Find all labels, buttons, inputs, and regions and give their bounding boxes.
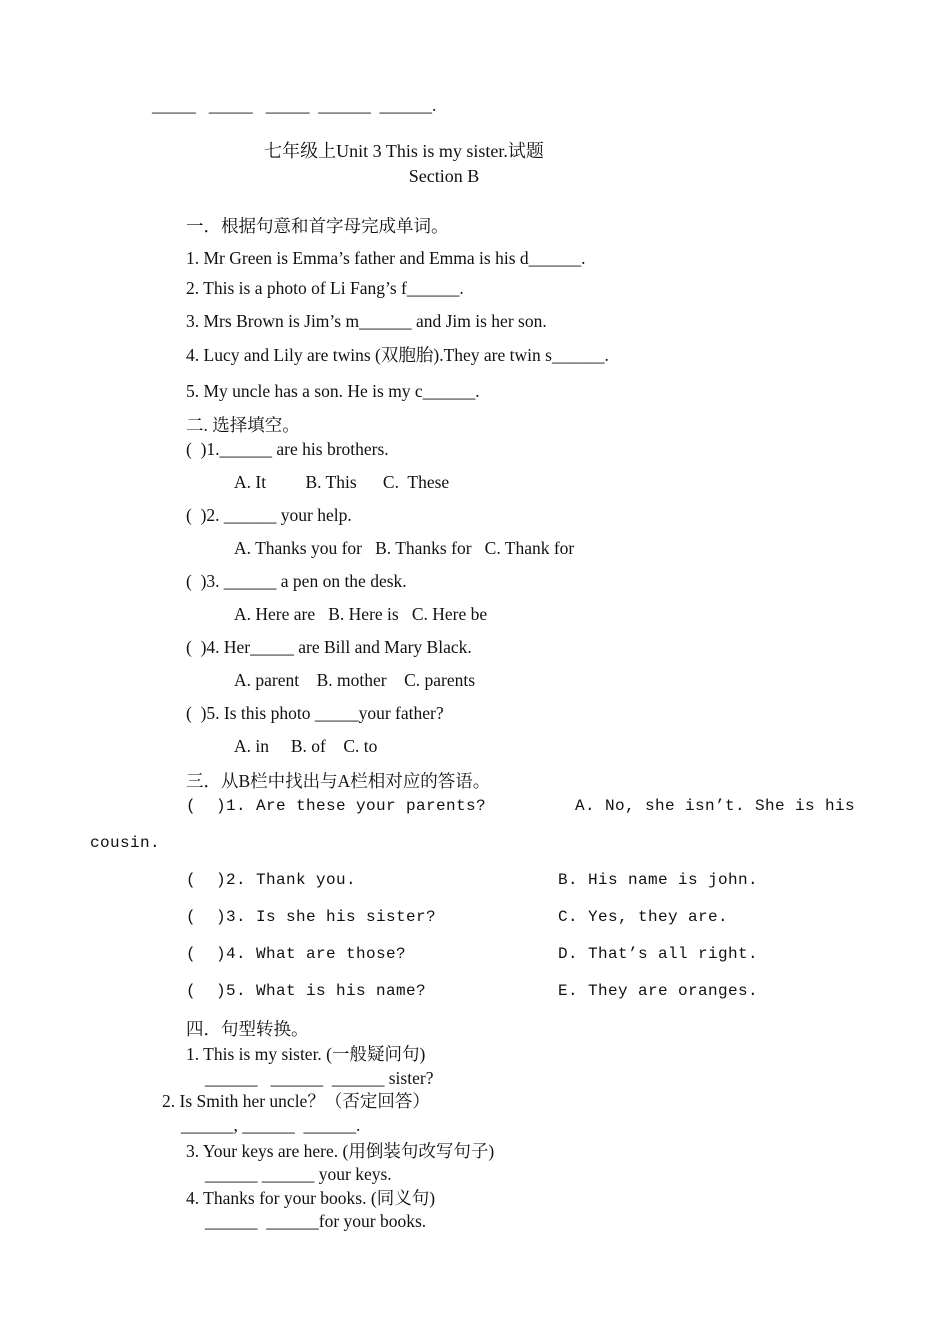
part2-options-4: A. parent B. mother C. parents bbox=[234, 670, 476, 690]
part2-question-5: ( )5. Is this photo _____your father? bbox=[186, 703, 444, 723]
part1-item-5: 5. My uncle has a son. He is my c______. bbox=[186, 381, 480, 401]
part3-row5-a: ( )5. What is his name? bbox=[186, 982, 427, 1000]
part2-options-2: A. Thanks you for B. Thanks for C. Thank for bbox=[234, 538, 575, 558]
part3-row2-a: ( )2. Thank you. bbox=[186, 871, 357, 889]
part4-answer-1: ______ ______ ______ sister? bbox=[205, 1068, 434, 1088]
part3-row3-b: C. Yes, they are. bbox=[558, 908, 729, 926]
part2-heading: 二. 选择填空。 bbox=[186, 415, 300, 435]
part1-item-3: 3. Mrs Brown is Jim’s m______ and Jim is her son. bbox=[186, 311, 547, 331]
part3-row1-a: ( )1. Are these your parents? bbox=[186, 797, 487, 815]
part3-row5-b: E. They are oranges. bbox=[558, 982, 759, 1000]
part3-row4-a: ( )4. What are those? bbox=[186, 945, 407, 963]
worksheet-subtitle: Section B bbox=[408, 166, 480, 186]
part4-question-2: 2. Is Smith her uncle？（否定回答） bbox=[162, 1091, 430, 1111]
part2-question-1: ( )1.______ are his brothers. bbox=[186, 439, 389, 459]
part2-question-4: ( )4. Her_____ are Bill and Mary Black. bbox=[186, 637, 472, 657]
part3-row4-b: D. That’s all right. bbox=[558, 945, 759, 963]
part1-item-2: 2. This is a photo of Li Fang’s f______. bbox=[186, 278, 464, 298]
part3-heading: 三．从B栏中找出与A栏相对应的答语。 bbox=[186, 771, 491, 791]
part1-heading: 一．根据句意和首字母完成单词。 bbox=[186, 216, 449, 236]
part4-question-4: 4. Thanks for your books. (同义句) bbox=[186, 1188, 436, 1208]
part4-answer-2: ______, ______ ______. bbox=[181, 1115, 361, 1135]
part1-item-1: 1. Mr Green is Emma’s father and Emma is his d______. bbox=[186, 248, 586, 268]
part4-question-3: 3. Your keys are here. (用倒装句改写句子) bbox=[186, 1141, 495, 1161]
part3-row1-wrap: cousin. bbox=[90, 834, 161, 852]
part3-row1-b: A. No, she isn’t. She is his bbox=[575, 797, 856, 815]
part2-options-3: A. Here are B. Here is C. Here be bbox=[234, 604, 488, 624]
part2-question-3: ( )3. ______ a pen on the desk. bbox=[186, 571, 407, 591]
worksheet-title: 七年级上Unit 3 This is my sister.试题 bbox=[264, 141, 544, 161]
part2-options-1: A. It B. This C. These bbox=[234, 472, 450, 492]
part3-row2-b: B. His name is john. bbox=[558, 871, 759, 889]
part1-item-4: 4. Lucy and Lily are twins (双胞胎).They are twin s______. bbox=[186, 345, 609, 365]
part2-question-2: ( )2. ______ your help. bbox=[186, 505, 352, 525]
part4-heading: 四．句型转换。 bbox=[186, 1019, 309, 1039]
part4-question-1: 1. This is my sister. (一般疑问句) bbox=[186, 1044, 426, 1064]
part2-options-5: A. in B. of C. to bbox=[234, 736, 378, 756]
part4-answer-4: ______ ______for your books. bbox=[205, 1211, 427, 1231]
part4-answer-3: ______ ______ your keys. bbox=[205, 1164, 392, 1184]
top-blank-line: _____ _____ _____ ______ ______. bbox=[152, 95, 437, 115]
part3-row3-a: ( )3. Is she his sister? bbox=[186, 908, 437, 926]
